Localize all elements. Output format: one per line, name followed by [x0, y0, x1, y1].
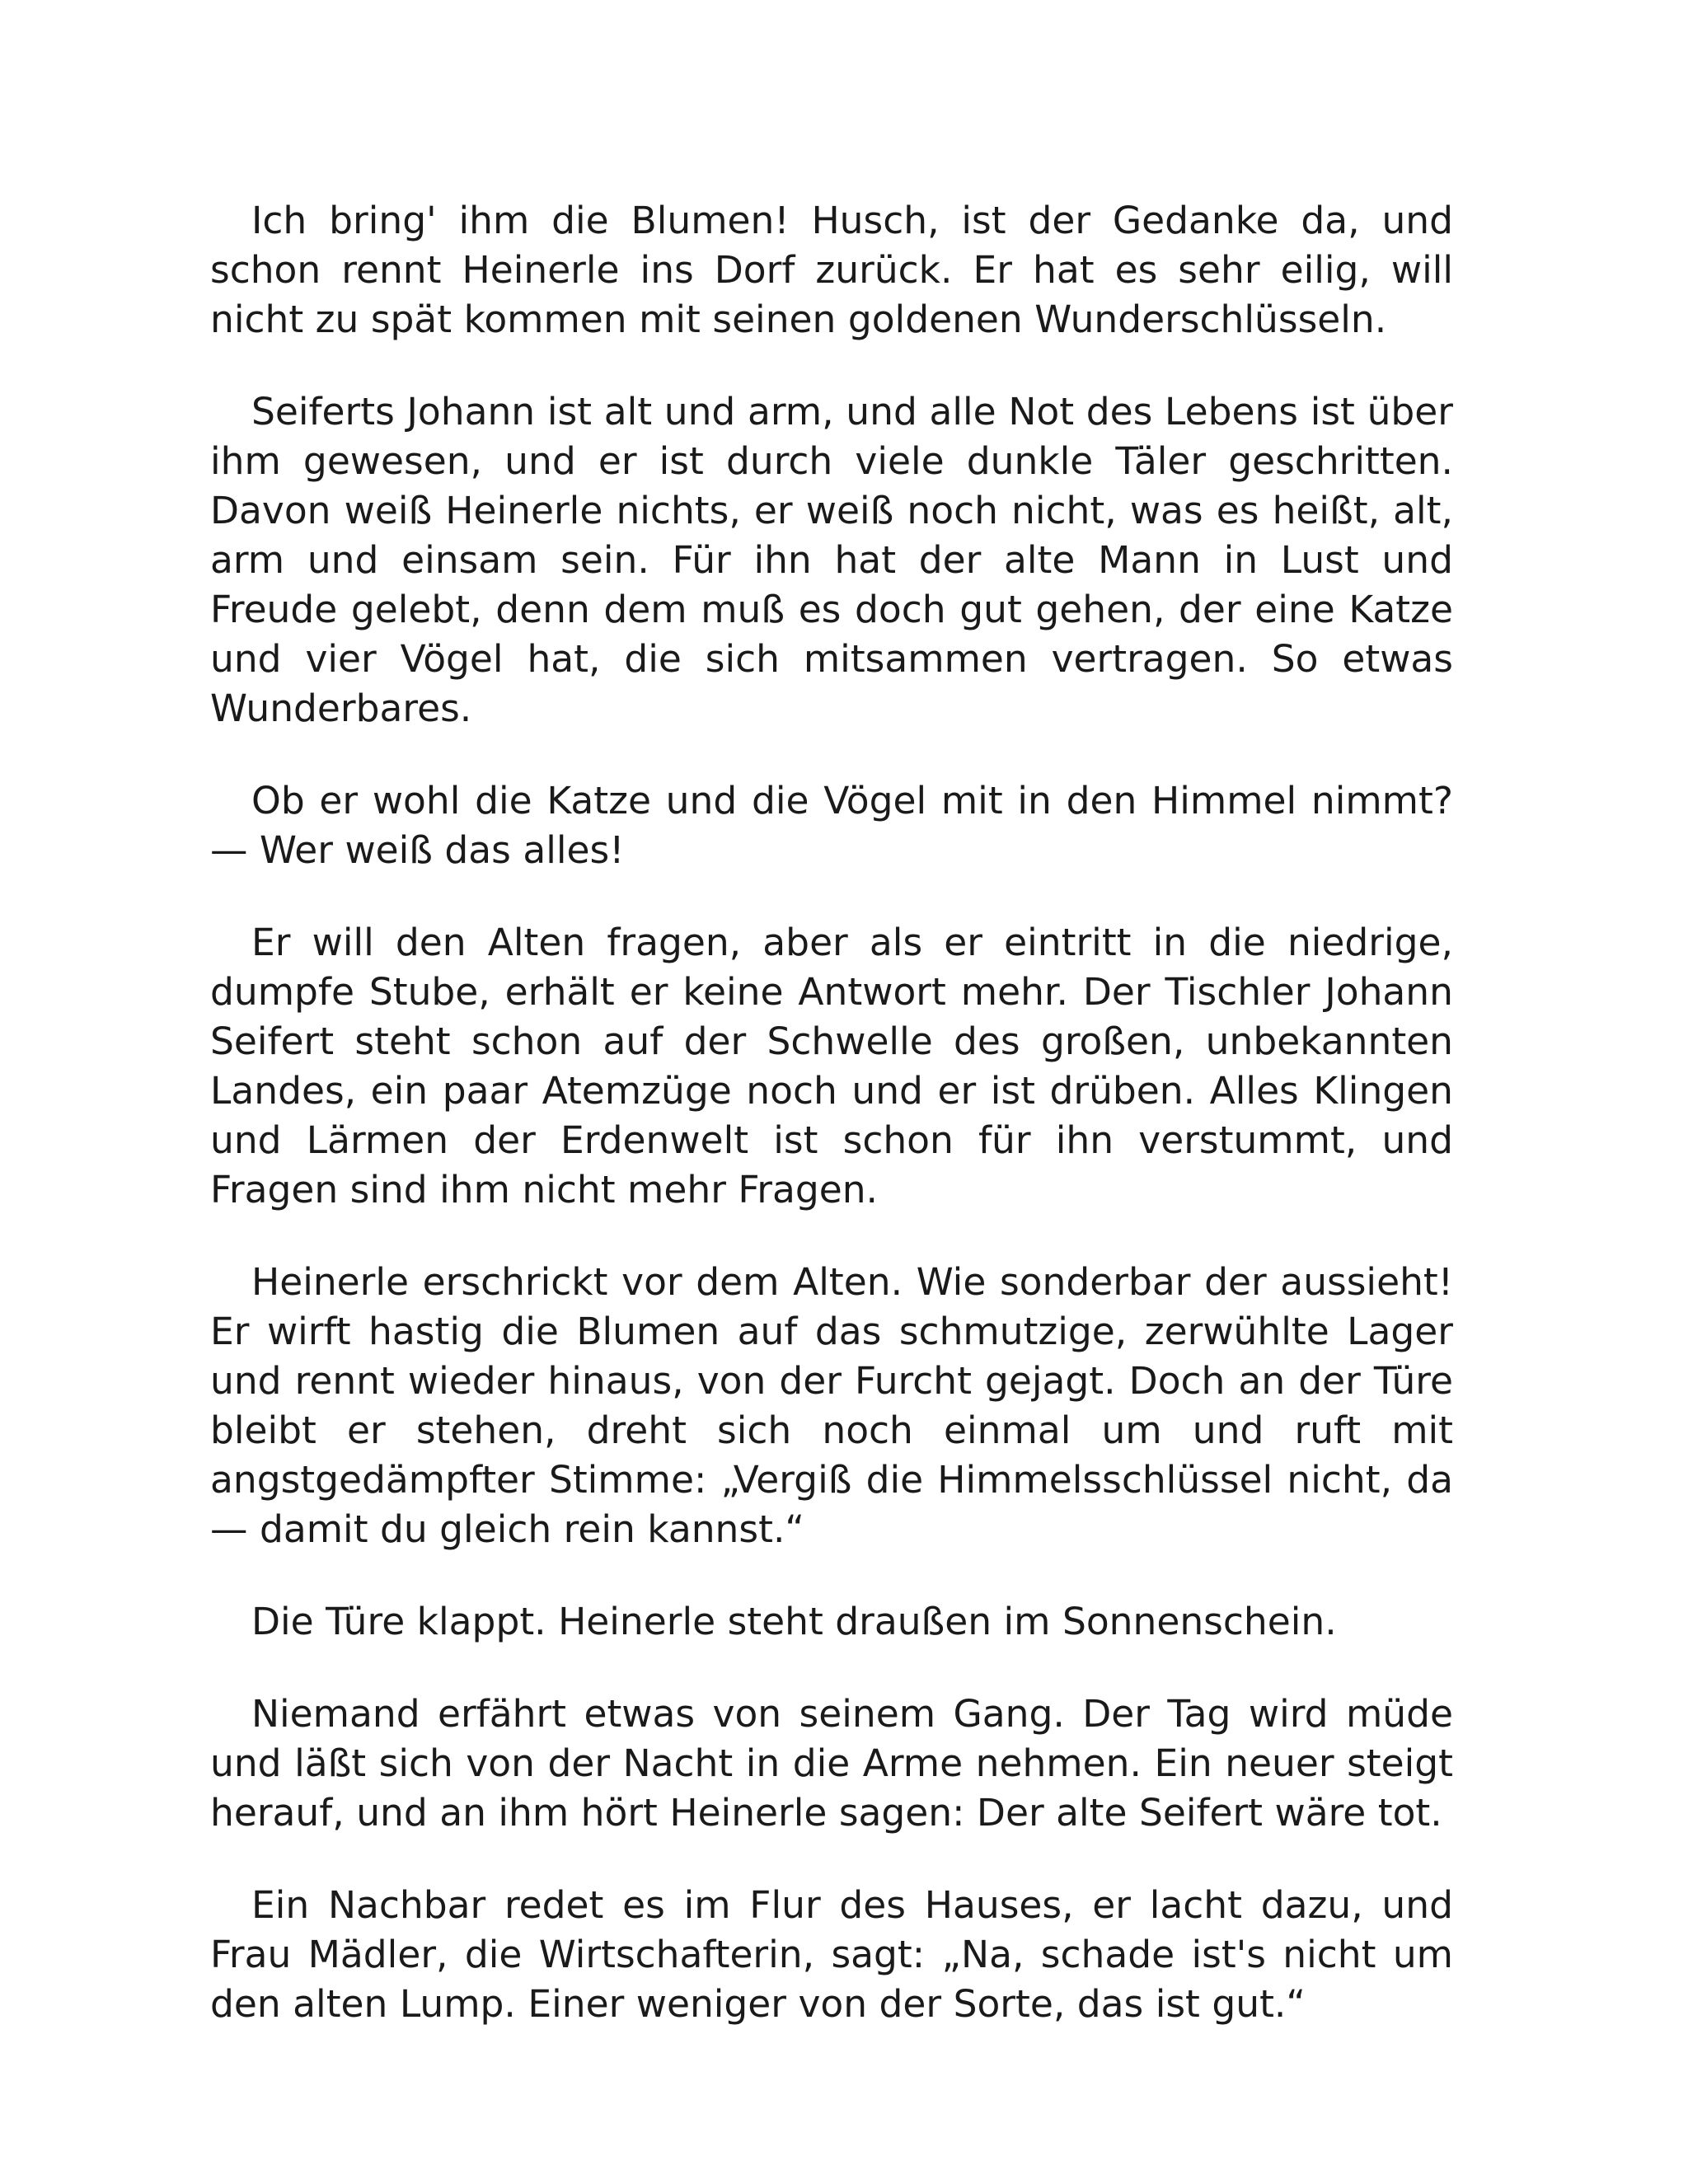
paragraph-4: Er will den Alten fragen, aber als er eintritt in die niedrige, dumpfe Stube, erhält er keine Antwort mehr. Der Tischler Johann Seifert steht schon auf der Schwelle des großen, unbekannten Landes, ein paar Atemzüge noch und er ist drüben. Alles Klingen und Lärmen der Erdenwelt ist schon für ihn verstummt, und Fragen sind ihm nicht mehr Fragen.	[210, 921, 1453, 1212]
paragraph-1: Ich bring' ihm die Blumen! Husch, ist der Gedanke da, und schon rennt Heinerle ins Dorf zurück. Er hat es sehr eilig, will nicht zu spät kommen mit seinen goldenen Wunderschlüsseln.	[210, 199, 1453, 341]
document-page	[210, 196, 1453, 2072]
paragraph-7: Niemand erfährt etwas von seinem Gang. Der Tag wird müde und läßt sich von der Nacht in die Arme nehmen. Ein neuer steigt herauf, und an ihm hört Heinerle sagen: Der alte Seifert wäre tot.	[210, 1692, 1453, 1835]
paragraph-8: Ein Nachbar redet es im Flur des Hauses, er lacht dazu, und Frau Mädler, die Wirtschafterin, sagt: „Na, schade ist's nicht um den alten Lump. Einer weniger von der Sorte, das ist gut.“	[210, 1883, 1453, 2026]
paragraph-2: Seiferts Johann ist alt und arm, und alle Not des Lebens ist über ihm gewesen, und er ist durch viele dunkle Täler geschritten. Davon weiß Heinerle nichts, er weiß noch nicht, was es heißt, alt, arm und einsam sein. Für ihn hat der alte Mann in Lust und Freude gelebt, denn dem muß es doch gut gehen, der eine Katze und vier Vögel hat, die sich mitsammen vertragen. So etwas Wunderbares.	[210, 390, 1453, 730]
paragraph-6: Die Türe klappt. Heinerle steht draußen im Sonnenschein.	[251, 1600, 1337, 1643]
paragraph-3: Ob er wohl die Katze und die Vögel mit in den Himmel nimmt? — Wer weiß das alles!	[210, 779, 1453, 872]
paragraph-5: Heinerle erschrickt vor dem Alten. Wie sonderbar der aussieht! Er wirft hastig die Blumen auf das schmutzige, zerwühlte Lager und rennt wieder hinaus, von der Furcht gejagt. Doch an der Türe bleibt er stehen, dreht sich noch einmal um und ruft mit angstgedämpfter Stimme: „Vergiß die Himmelsschlüssel nicht, da — damit du gleich rein kannst.“	[210, 1260, 1453, 1551]
